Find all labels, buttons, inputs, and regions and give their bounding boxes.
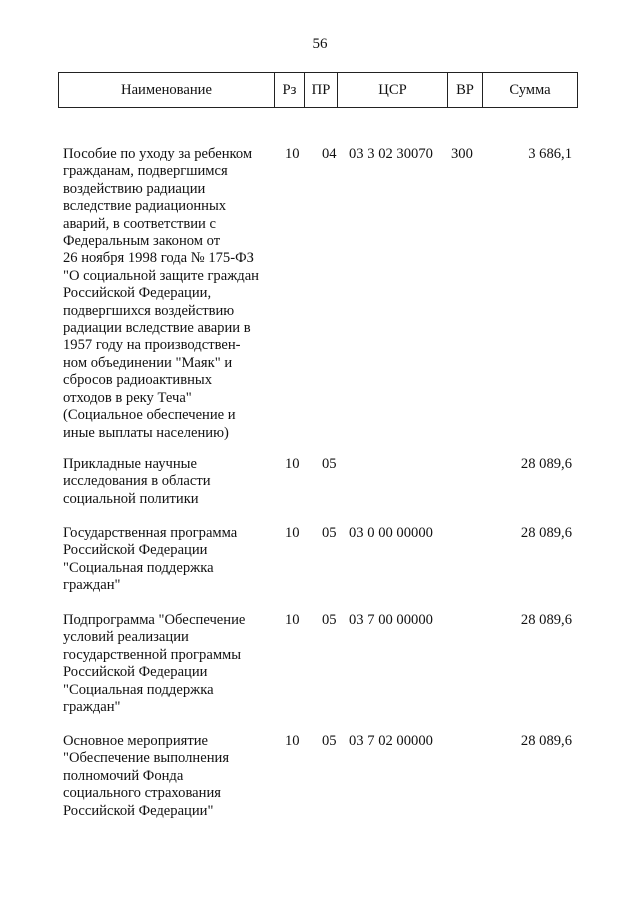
row-rz: 10 [285,733,300,749]
row-vr: 300 [451,146,473,162]
row-name: Пособие по уходу за ребенком гражданам, подвергшимся воздействию радиации вследствие радиационных аварий, в соответствии с Федеральным законом от 26 ноября 1998 года № 175-ФЗ "О социальной защите граждан Российской Федерации, подвергшихся воздействию радиации вследствие аварии в 1957 году на производствен- ном объединении "Маяк" и сбросов радиоактивных отходов в реку Теча" (Социальное обеспечение и иные выплаты населению) [63,146,259,441]
row-pr: 05 [322,525,337,541]
table-header [58,72,578,108]
row-sum: 3 686,1 [528,146,572,162]
header-csr: ЦСР [338,73,448,107]
row-sum: 28 089,6 [520,525,572,541]
page-number: 56 [312,36,328,52]
row-name: Основное мероприятие "Обеспечение выполнения полномочий Фонда социального страхования Российской Федерации" [63,733,230,819]
row-csr: 03 3 02 30070 [349,146,433,162]
header-pr: ПР [305,73,338,107]
header-name: Наименование [59,73,275,107]
header-sum: Сумма [509,81,551,98]
header-vr: ВР [448,73,483,107]
row-rz: 10 [285,525,300,541]
row-rz: 10 [285,146,300,162]
row-pr: 05 [322,456,337,472]
row-csr: 03 7 00 00000 [349,612,433,628]
row-name: Государственная программа Российской Федерации "Социальная поддержка граждан" [63,525,238,594]
row-csr: 03 0 00 00000 [349,525,433,541]
row-sum: 28 089,6 [520,612,572,628]
row-pr: 05 [322,733,337,749]
row-pr: 05 [322,612,337,628]
row-name: Прикладные научные исследования в области социальной политики [63,456,211,507]
row-name: Подпрограмма "Обеспечение условий реализации государственной программы Российской Федерации "Социальная поддержка граждан" [63,612,246,716]
row-sum: 28 089,6 [520,456,572,472]
header-rz: Рз [275,73,305,107]
row-rz: 10 [285,456,300,472]
row-sum: 28 089,6 [520,733,572,749]
row-csr: 03 7 02 00000 [349,733,433,749]
row-rz: 10 [285,612,300,628]
row-pr: 04 [322,146,337,162]
